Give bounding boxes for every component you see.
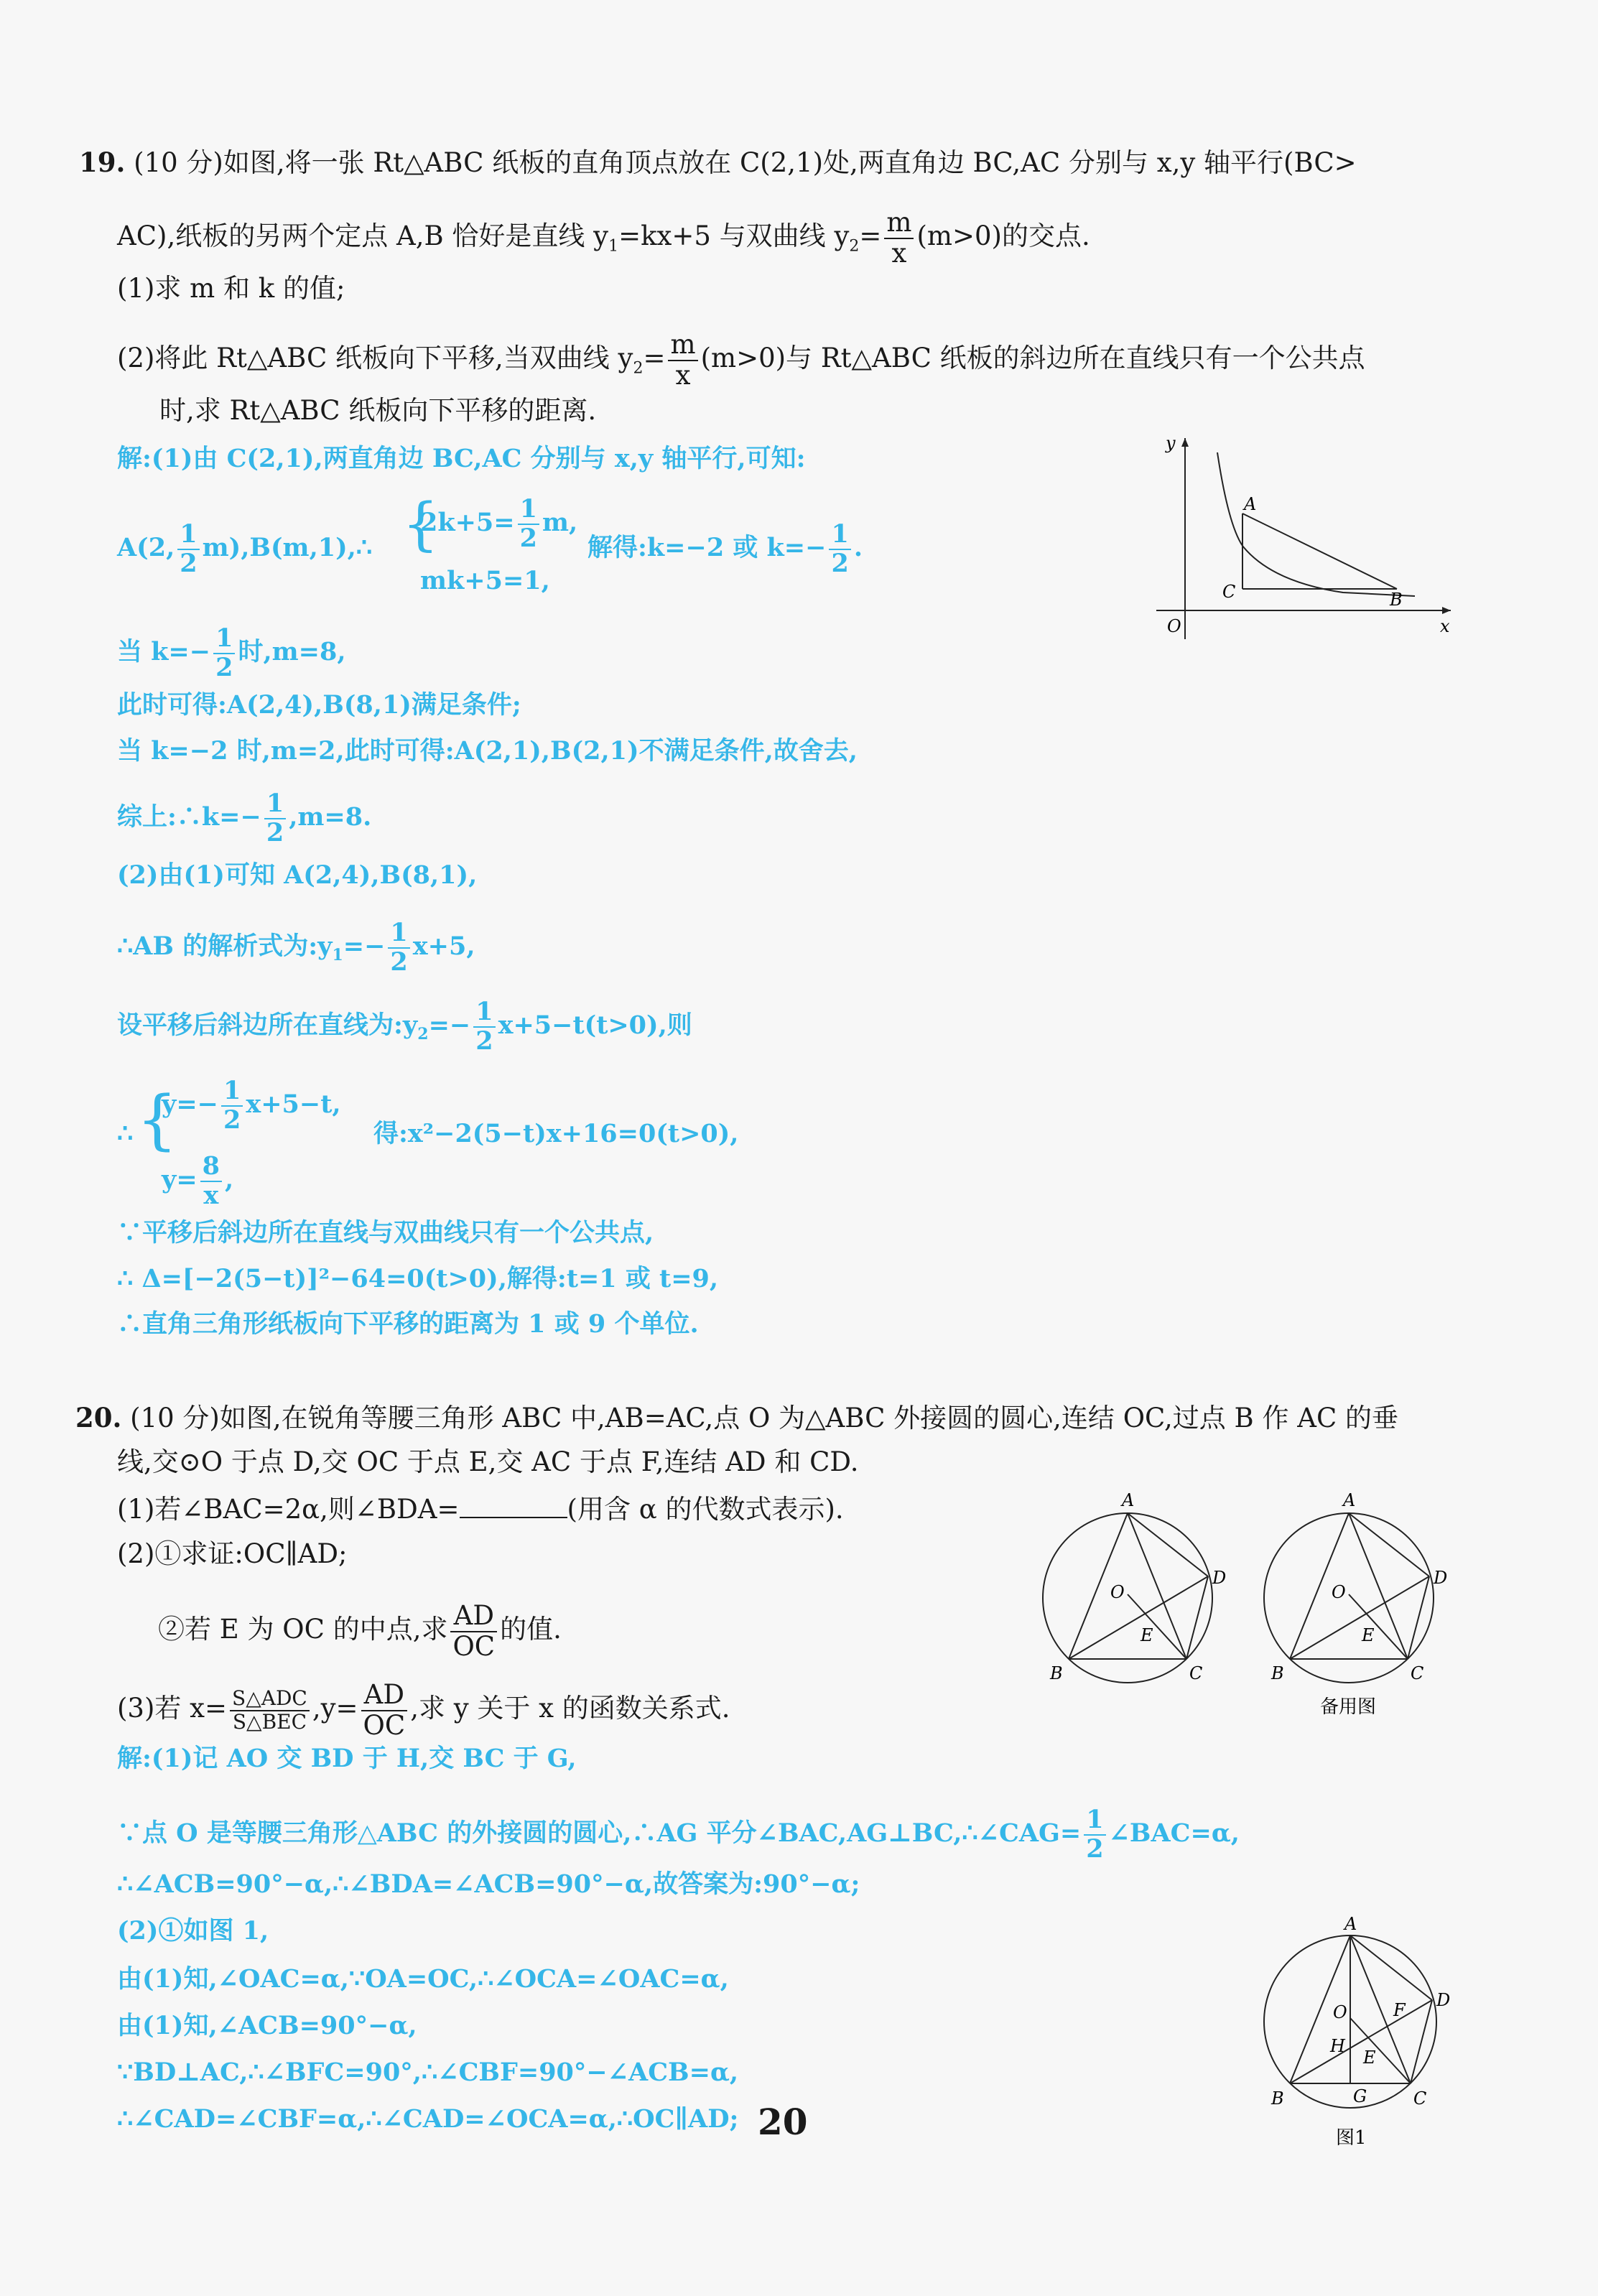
svg-text:D: D [1212, 1568, 1227, 1588]
svg-text:O: O [1333, 2002, 1347, 2022]
figure-1-caption: 图1 [1336, 2127, 1367, 2149]
svg-text:G: G [1353, 2086, 1367, 2106]
q20-line1: 20. (10 分)如图,在锐角等腰三角形 ABC 中,AB=AC,点 O 为△ABC 外接圆的圆心,连结 OC,过点 B 作 AC 的垂 [75, 1402, 1399, 1433]
graph-B-label: B [1390, 590, 1403, 610]
sol19-therefore: ∴ [117, 1119, 134, 1148]
sol20-line6: 由(1)知,∠ACB=90°−α, [117, 2011, 417, 2040]
svg-text:H: H [1330, 2036, 1345, 2056]
q19-graph [1142, 431, 1465, 646]
svg-text:E: E [1362, 1625, 1375, 1645]
svg-text:O: O [1110, 1582, 1125, 1602]
sol20-line8: ∴∠CAD=∠CBF=α,∴∠CAD=∠OCA=α,∴OC∥AD; [117, 2104, 739, 2134]
sol20-line1: 解:(1)记 AO 交 BD 于 H,交 BC 于 G, [117, 1744, 577, 1773]
graph-C-label: C [1222, 582, 1236, 602]
q20-number: 20. [75, 1402, 122, 1433]
sol19-line13: ∴直角三角形纸板向下平移的距离为 1 或 9 个单位. [117, 1309, 699, 1339]
sol19-line3: 当 k=− $\frac{1}{2}$ 时,m=8, [117, 623, 346, 682]
sol19-brace-1: { [402, 491, 439, 557]
q20-part3: (3)若 x= $\frac{\text{S△ADC}}{\text{S△BEC}}$ ,y= $\frac{AD}{OC}$ ,求 y 关于 x 的函数关系式. [117, 1679, 730, 1741]
figure-1 [1253, 1910, 1469, 2162]
svg-text:B: B [1271, 1663, 1284, 1683]
svg-text:A: A [1344, 1914, 1357, 1934]
sol19-system2-eq1: y=− $\frac{1}{2}$ x+5−t, [162, 1076, 341, 1135]
figure-main [1043, 1490, 1226, 1683]
hyperbola-curve [1217, 452, 1415, 596]
q20-line2: 线,交⊙O 于点 D,交 OC 于点 E,交 AC 于点 F,连结 AD 和 CD. [117, 1446, 859, 1477]
svg-text:A: A [1343, 1490, 1356, 1510]
q20-figures [1034, 1487, 1465, 1731]
q19-line2: AC),纸板的另两个定点 A,B 恰好是直线 $y_1=kx+5$ 与双曲线 $y_2=$ $\frac{m}{x}$ (m>0)的交点. [117, 207, 1090, 269]
sol19-line2: A(2, $\frac{1}{2}$ m),B(m,1),∴ [117, 519, 373, 578]
graph-y-label: y [1166, 433, 1176, 453]
sol19-system-eq1: 2k+5= $\frac{1}{2}$ m, [420, 494, 578, 553]
answer-blank [460, 1495, 567, 1518]
svg-text:O: O [1332, 1582, 1346, 1602]
sol19-solve: 解得:k=−2 或 k=− $\frac{1}{2}$ . [587, 519, 863, 578]
sol19-system2-eq2: y= $\frac{8}{x}$ , [162, 1151, 234, 1210]
q19-part1: (1)求 m 和 k 的值; [117, 273, 345, 304]
q19-text-1: (10 分)如图,将一张 Rt△ABC 纸板的直角顶点放在 C(2,1)处,两直角边 BC,AC 分别与 x,y 轴平行(BC> [134, 147, 1357, 178]
graph-x-label: x [1440, 616, 1450, 636]
q19-part2-cont: 时,求 Rt△ABC 纸板向下平移的距离. [159, 395, 597, 426]
sol19-line4: 此时可得:A(2,4),B(8,1)满足条件; [117, 690, 521, 720]
svg-text:B: B [1050, 1663, 1063, 1683]
backup-figure-caption: 备用图 [1320, 1696, 1377, 1718]
sol19-line11: ∵平移后斜边所在直线与双曲线只有一个公共点, [117, 1218, 654, 1247]
svg-text:B: B [1271, 2088, 1284, 2109]
q20-part2: (2)①求证:OC∥AD; [117, 1538, 348, 1569]
sol20-line4: (2)①如图 1, [117, 1916, 269, 1946]
svg-text:F: F [1393, 2000, 1406, 2020]
fraction-m-over-x: $\frac{m}{x}$ [884, 208, 914, 268]
sol19-line7: (2)由(1)可知 A(2,4),B(8,1), [117, 860, 478, 890]
page-number: 20 [758, 2101, 808, 2143]
graph-origin-label: O [1167, 616, 1181, 636]
q19-number: 19. [79, 147, 126, 178]
q19-part2: (2)将此 Rt△ABC 纸板向下平移,当双曲线 $y_2=$ $\frac{m}{x}$ (m>0)与 Rt△ABC 纸板的斜边所在直线只有一个公共点 [117, 329, 1365, 391]
svg-text:C: C [1411, 1663, 1424, 1683]
graph-A-label: A [1244, 494, 1257, 514]
sol19-quadratic: 得:x²−2(5−t)x+16=0(t>0), [373, 1119, 739, 1148]
sol19-line12: ∴ Δ=[−2(5−t)]²−64=0(t>0),解得:t=1 或 t=9, [117, 1264, 719, 1293]
q19-line1 [79, 145, 1357, 180]
sol20-line2: ∵点 O 是等腰三角形△ABC 的外接圆的圆心,∴AG 平分∠BAC,AG⊥BC,∴∠CAG= $\frac{1}{2}$ ∠BAC=α, [117, 1805, 1240, 1864]
sol19-line1: 解:(1)由 C(2,1),两直角边 BC,AC 分别与 x,y 轴平行,可知: [117, 444, 806, 473]
svg-text:D: D [1434, 1568, 1448, 1588]
sol20-line3: ∴∠ACB=90°−α,∴∠BDA=∠ACB=90°−α,故答案为:90°−α; [117, 1869, 860, 1899]
figure-backup [1264, 1490, 1447, 1718]
svg-text:E: E [1363, 2048, 1376, 2068]
q20-part2b: ②若 E 为 OC 的中点,求 $\frac{AD}{OC}$ 的值. [158, 1600, 562, 1662]
sol19-line8: ∴AB 的解析式为$:y_1=-$ $\frac{1}{2}$ x+5, [117, 918, 475, 977]
sol19-line6: 综上:∴k=− $\frac{1}{2}$ ,m=8. [117, 789, 372, 847]
q20-part1: (1)若∠BAC=2α,则∠BDA= (用含 α 的代数式表示). [117, 1494, 844, 1525]
svg-text:C: C [1189, 1663, 1203, 1683]
sol20-line7: ∵BD⊥AC,∴∠BFC=90°,∴∠CBF=90°−∠ACB=α, [117, 2058, 739, 2087]
svg-text:D: D [1436, 1990, 1451, 2010]
svg-text:E: E [1141, 1625, 1153, 1645]
sol19-system-eq2: mk+5=1, [420, 566, 550, 595]
sol19-line9: 设平移后斜边所在直线为$:y_2=-$ $\frac{1}{2}$ x+5−t(t>0),则 [117, 997, 692, 1056]
sol19-brace-2: { [136, 1082, 178, 1158]
sol19-line5: 当 k=−2 时,m=2,此时可得:A(2,1),B(2,1)不满足条件,故舍去, [117, 736, 858, 766]
sol20-line5: 由(1)知,∠OAC=α,∵OA=OC,∴∠OCA=∠OAC=α, [117, 1964, 729, 1994]
svg-text:A: A [1122, 1490, 1135, 1510]
svg-text:C: C [1413, 2088, 1427, 2109]
